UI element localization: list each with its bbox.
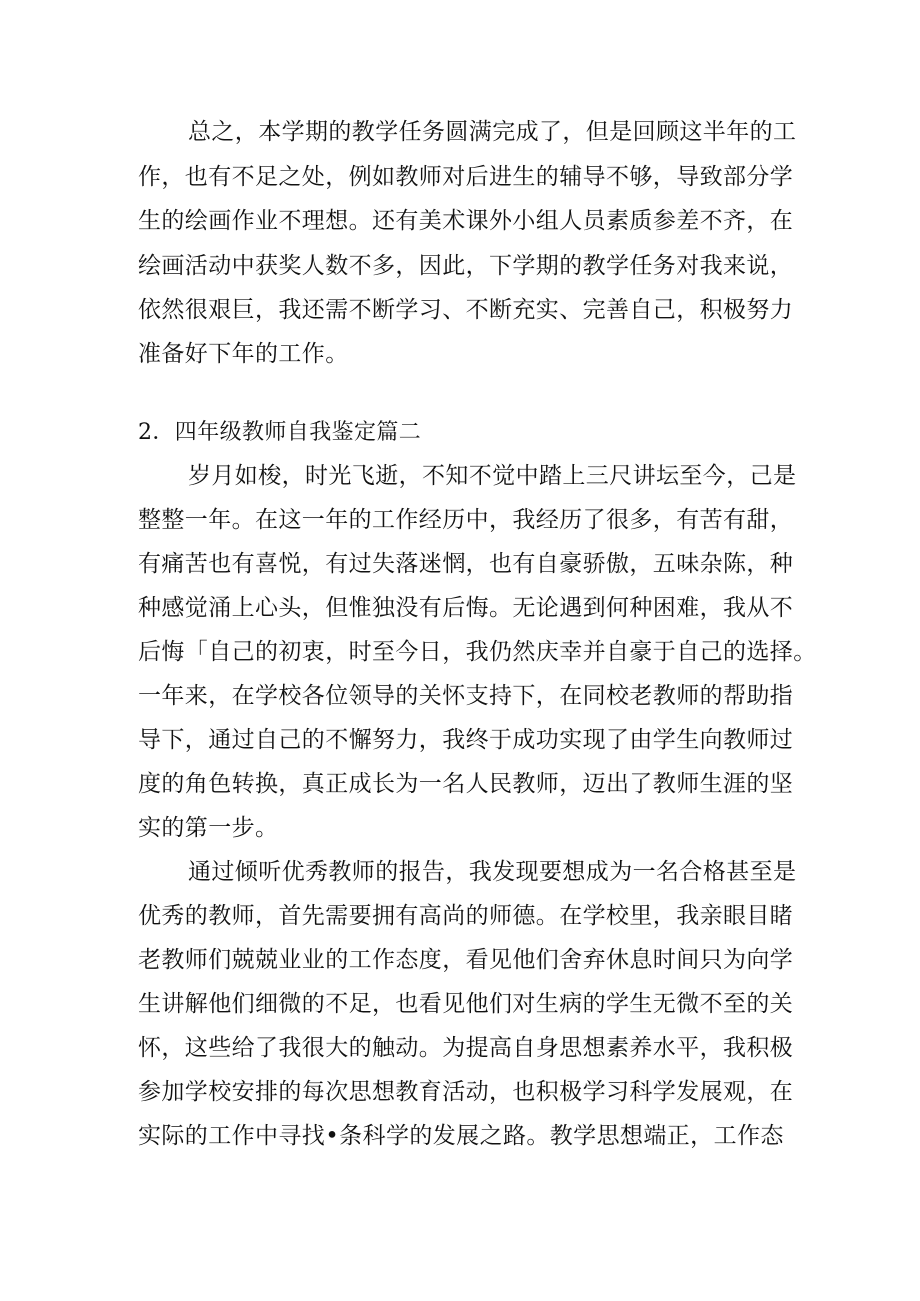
text-line: 通过倾听优秀教师的报告，我发现要想成为一名合格甚至是 bbox=[188, 859, 797, 885]
text-line: 岁月如梭，时光飞逝，不知不觉中踏上三尺讲坛至今，己是 bbox=[188, 463, 797, 489]
text-line: 作，也有不足之处，例如教师对后进生的辅导不够，导致部分学 bbox=[138, 164, 794, 190]
text-line: 导下，通过自己的不懈努力，我终于成功实现了由学生向教师过 bbox=[138, 727, 794, 753]
section-heading: 2．四年级教师自我鉴定篇二 bbox=[138, 420, 422, 445]
text-line: 一年来，在学校各位领导的关怀支持下，在同校老教师的帮助指 bbox=[138, 683, 794, 709]
text-line: 实的第一步。 bbox=[138, 815, 279, 841]
text-line: 准备好下年的工作。 bbox=[138, 341, 349, 367]
text-line: 后悔「自己的初衷，时至今日，我仍然庆幸并自豪于自己的选择。 bbox=[138, 639, 817, 665]
text-line: 实际的工作中寻找•条科学的发展之路。教学思想端正，工作态 bbox=[138, 1123, 784, 1149]
text-line: 优秀的教师，首先需要拥有高尚的师德。在学校里，我亲眼目睹 bbox=[138, 903, 794, 929]
text-line: 种感觉涌上心头，但惟独没有后悔。无论遇到何种困难，我从不 bbox=[138, 595, 794, 621]
text-line: 生的绘画作业不理想。还有美术课外小组人员素质参差不齐，在 bbox=[138, 208, 794, 234]
text-line: 绘画活动中获奖人数不多，因此，下学期的教学任务对我来说， bbox=[138, 253, 794, 279]
text-line: 老教师们兢兢业业的工作态度，看见他们舍弃休息时间只为向学 bbox=[138, 947, 794, 973]
text-line: 生讲解他们细微的不足，也看见他们对生病的学生无微不至的关 bbox=[138, 991, 794, 1017]
text-line: 度的角色转换，真正成长为一名人民教师，迈出了教师生涯的坚 bbox=[138, 771, 794, 797]
text-line: 依然很艰巨，我还需不断学习、不断充实、完善自己，积极努力 bbox=[138, 297, 794, 323]
text-line: 整整一年。在这一年的工作经历中，我经历了很多，有苦有甜， bbox=[138, 507, 794, 533]
text-line: 怀，这些给了我很大的触动。为提高自身思想素养水平，我积极 bbox=[138, 1035, 794, 1061]
text-line: 总之，本学期的教学任务圆满完成了，但是回顾这半年的工 bbox=[188, 119, 797, 145]
text-line: 有痛苦也有喜悦，有过失落迷惘，也有自豪骄傲，五味杂陈，种 bbox=[138, 551, 794, 577]
text-line: 参加学校安排的每次思想教育活动，也积极学习科学发展观，在 bbox=[138, 1079, 794, 1105]
